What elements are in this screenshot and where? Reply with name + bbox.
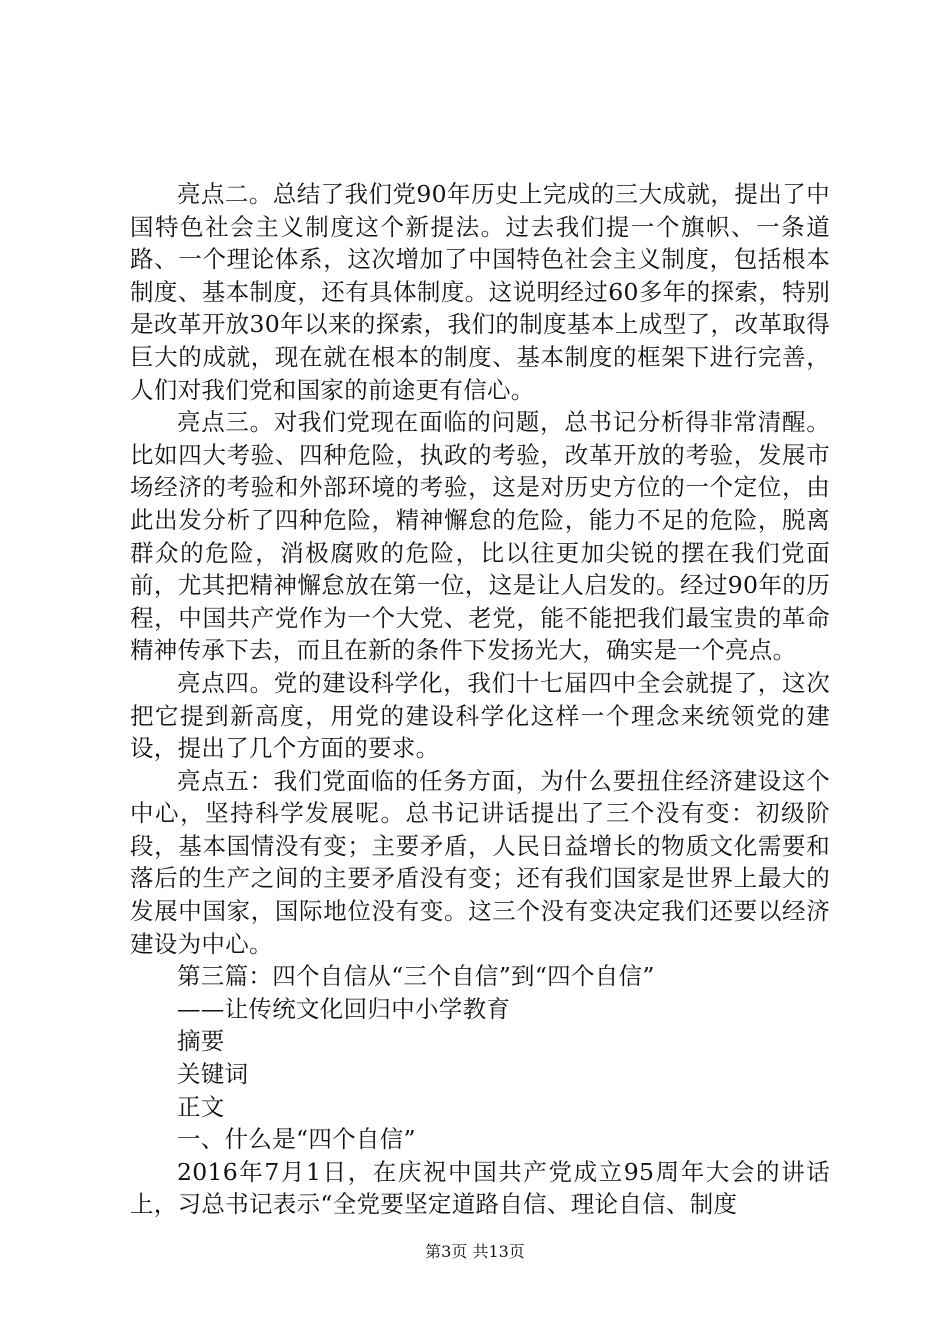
paragraph-highlight-five: 亮点五：我们党面临的任务方面，为什么要扭住经济建设这个中心，坚持科学发展呢。总书记讲话提出了三个没有变：初级阶段，基本国情没有变；主要矛盾，人民日益增长的物质文化需要和落后的生产之间的主要矛盾没有变；还有我们国家是世界上最大的发展中国家，国际地位没有变。这三个没有变决定我们还要以经济建设为中心。 xyxy=(130,766,830,958)
page-footer: 第3页 共13页 xyxy=(425,1242,525,1261)
article-subtitle: ——让传统文化回归中小学教育 xyxy=(177,994,511,1023)
paragraph-highlight-two: 亮点二。总结了我们党90年历史上完成的三大成就，提出了中国特色社会主义制度这个新提法。过去我们提一个旗帜、一条道路、一个理论体系，这次增加了中国特色社会主义制度，包括根本制度、基本制度，还有具体制度。这说明经过60多年的探索，特别是改革开放30年以来的探索，我们的制度基本上成型了，改革取得巨大的成就，现在就在根本的制度、基本制度的框架下进行完善，人们对我们党和国家的前途更有信心。 xyxy=(130,180,830,404)
document-body xyxy=(130,178,830,1221)
paragraph-highlight-three: 亮点三。对我们党现在面临的问题，总书记分析得非常清醒。比如四大考验、四种危险，执政的考验，改革开放的考验，发展市场经济的考验和外部环境的考验，这是对历史方位的一个定位，由此出发分析了四种危险，精神懈怠的危险，能力不足的危险，脱离群众的危险，消极腐败的危险，比以往更加尖锐的摆在我们党面前，尤其把精神懈怠放在第一位，这是让人启发的。经过90年的历程，中国共产党作为一个大党、老党，能不能把我们最宝贵的革命精神传承下去，而且在新的条件下发扬光大，确实是一个亮点。 xyxy=(130,408,830,665)
paragraph-highlight-four: 亮点四。党的建设科学化，我们十七届四中全会就提了，这次把它提到新高度，用党的建设科学化这样一个理念来统领党的建设，提出了几个方面的要求。 xyxy=(130,668,830,763)
body-label: 正文 xyxy=(177,1092,225,1121)
paragraph-closing: 2016年7月1日，在庆祝中国共产党成立95周年大会的讲话上，习总书记表示“全党要坚定道路自信、理论自信、制度 xyxy=(130,1157,830,1219)
article-title: 第三篇：四个自信从“三个自信”到“四个自信” xyxy=(177,962,655,991)
section-heading-one: 一、什么是“四个自信” xyxy=(177,1125,416,1154)
keywords-label: 关键词 xyxy=(177,1060,249,1089)
abstract-label: 摘要 xyxy=(177,1027,225,1056)
